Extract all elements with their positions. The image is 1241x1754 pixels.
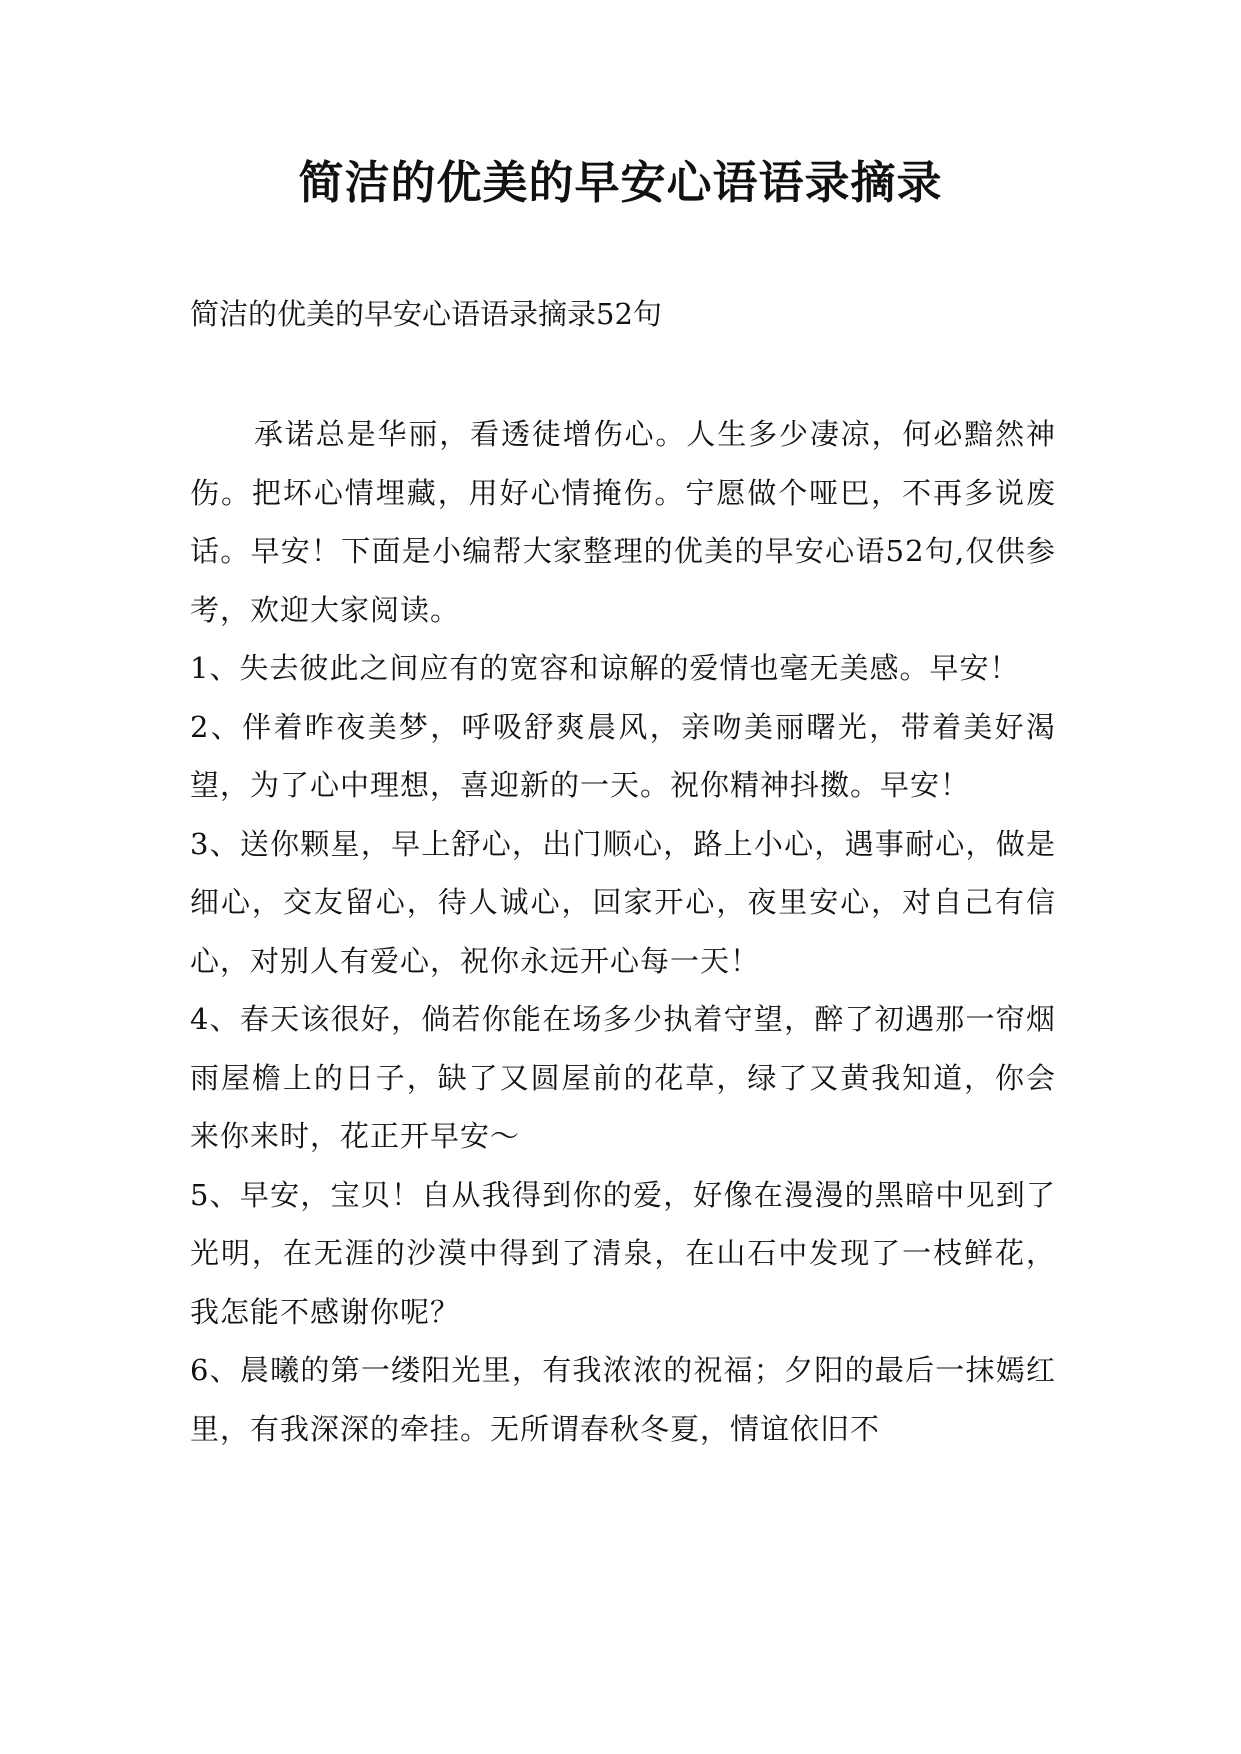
document-body <box>190 405 1056 1458</box>
intro-paragraph: 承诺总是华丽，看透徒增伤心。人生多少凄凉，何必黯然神伤。把坏心情埋藏，用好心情掩伤。宁愿做个哑巴，不再多说废话。早安！下面是小编帮大家整理的优美的早安心语52句,仅供参考，欢迎大家阅读。 <box>190 417 1056 627</box>
quote-item-6: 6、晨曦的第一缕阳光里，有我浓浓的祝福；夕阳的最后一抹嫣红里，有我深深的牵挂。无所谓春秋冬夏，情谊依旧不 <box>190 1353 1056 1446</box>
document-subtitle: 简洁的优美的早安心语语录摘录52句 <box>190 297 662 331</box>
quote-item-3: 3、送你颗星，早上舒心，出门顺心，路上小心，遇事耐心，做是细心，交友留心，待人诚心，回家开心，夜里安心，对自己有信心，对别人有爱心，祝你永远开心每一天！ <box>190 826 1056 978</box>
quote-item-1: 1、失去彼此之间应有的宽容和谅解的爱情也毫无美感。早安！ <box>190 651 1020 685</box>
quote-item-2: 2、伴着昨夜美梦，呼吸舒爽晨风，亲吻美丽曙光，带着美好渴望，为了心中理想，喜迎新的一天。祝你精神抖擞。早安！ <box>190 709 1056 802</box>
document-title: 简洁的优美的早安心语语录摘录 <box>298 156 943 209</box>
quote-item-4: 4、春天该很好，倘若你能在场多少执着守望，醉了初遇那一帘烟雨屋檐上的日子，缺了又圆屋前的花草，绿了又黄我知道，你会来你来时，花正开早安～ <box>190 1002 1056 1153</box>
quote-item-5: 5、早安，宝贝！自从我得到你的爱，好像在漫漫的黑暗中见到了光明，在无涯的沙漠中得到了清泉，在山石中发现了一枝鲜花，我怎能不感谢你呢？ <box>190 1177 1056 1329</box>
